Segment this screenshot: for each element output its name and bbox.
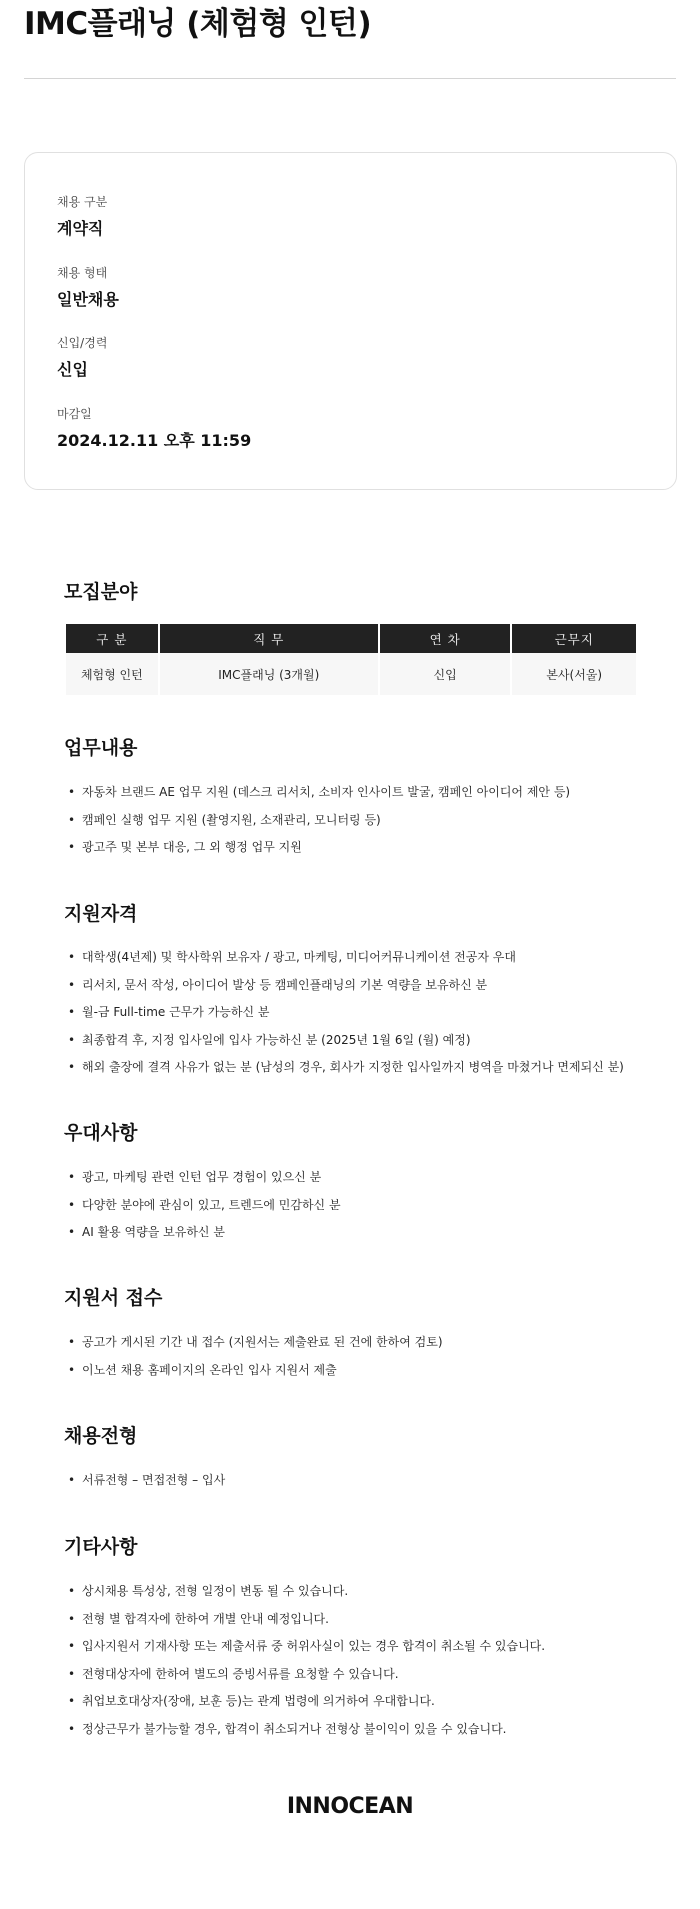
list-item: • 이노션 채용 홈페이지의 온라인 입사 지원서 제출 — [68, 1361, 668, 1389]
summary-career-level — [57, 335, 107, 380]
table-cell: IMC플래닝 (3개월) — [160, 653, 378, 695]
table-header-row — [66, 624, 636, 653]
summary-value: 계약직 — [57, 219, 104, 238]
list-item: • 정상근무가 불가능할 경우, 합격이 취소되거나 전형상 불이익이 있을 수 있습니다. — [68, 1720, 668, 1748]
list-item: • 캠페인 실행 업무 지원 (촬영지원, 소재관리, 모니터링 등) — [68, 811, 668, 839]
summary-label: 신입/경력 — [57, 336, 108, 350]
section-title-application: 지원서 접수 — [64, 1287, 163, 1309]
table-header-cell: 근무지 — [512, 624, 636, 653]
page-title: IMC플래닝 (체험형 인턴) — [24, 6, 372, 42]
table-cell: 신입 — [380, 653, 511, 695]
list-item: • 대학생(4년제) 및 학사학위 보유자 / 광고, 마케팅, 미디어커뮤니케이션 전공자 우대 — [68, 948, 668, 976]
summary-label: 마감일 — [57, 407, 92, 421]
list-item: • 전형대상자에 한하여 별도의 증빙서류를 요청할 수 있습니다. — [68, 1665, 668, 1693]
table-header-cell: 연 차 — [380, 624, 511, 653]
table-header-cell: 직 무 — [160, 624, 378, 653]
summary-value: 2024.12.11 오후 11:59 — [57, 431, 252, 450]
table-header-cell: 구 분 — [66, 624, 158, 653]
list-item: • 광고, 마케팅 관련 인턴 업무 경험이 있으신 분 — [68, 1168, 668, 1196]
duties-list — [68, 783, 668, 866]
qualifications-list — [68, 948, 668, 1086]
list-item: • 취업보호대상자(장애, 보훈 등)는 관계 법령에 의거하여 우대합니다. — [68, 1692, 668, 1720]
table-cell: 본사(서울) — [512, 653, 636, 695]
list-item: • 입사지원서 기재사항 또는 제출서류 중 허위사실이 있는 경우 합격이 취소될 수 있습니다. — [68, 1637, 668, 1665]
list-item: • 해외 출장에 결격 사유가 없는 분 (남성의 경우, 회사가 지정한 입사일까지 병역을 마쳤거나 면제되신 분) — [68, 1058, 668, 1086]
section-title-preferences: 우대사항 — [64, 1122, 138, 1144]
summary-hiring-form — [57, 265, 119, 310]
summary-employment-type — [57, 194, 107, 239]
summary-label: 채용 구분 — [57, 195, 108, 209]
section-title-process: 채용전형 — [64, 1425, 138, 1447]
list-item: • 광고주 및 본부 대응, 그 외 행정 업무 지원 — [68, 838, 668, 866]
summary-value: 신입 — [57, 360, 88, 379]
list-item: • 서류전형 – 면접전형 – 입사 — [68, 1471, 668, 1499]
list-item: • 리서치, 문서 작성, 아이디어 발상 등 캠페인플래닝의 기본 역량을 보유하신 분 — [68, 976, 668, 1004]
list-item: • 자동차 브랜드 AE 업무 지원 (데스크 리서치, 소비자 인사이트 발굴, 캠페인 아이디어 제안 등) — [68, 783, 668, 811]
section-title-qualifications: 지원자격 — [64, 903, 138, 925]
list-item: • 최종합격 후, 지정 입사일에 입사 가능하신 분 (2025년 1월 6일 (월) 예정) — [68, 1031, 668, 1059]
table-cell: 체험형 인턴 — [66, 653, 158, 695]
section-title-recruit-field: 모집분야 — [64, 581, 138, 603]
section-title-duties: 업무내용 — [64, 737, 138, 759]
summary-card — [24, 152, 677, 490]
summary-deadline — [57, 406, 251, 451]
list-item: • 전형 별 합격자에 한하여 개별 안내 예정입니다. — [68, 1610, 668, 1638]
list-item: • 월-금 Full-time 근무가 가능하신 분 — [68, 1003, 668, 1031]
application-list — [68, 1333, 668, 1388]
innocean-logo: INNOCEAN — [286, 1794, 414, 1819]
process-list — [68, 1471, 668, 1499]
list-item: • 공고가 게시된 기간 내 접수 (지원서는 제출완료 된 건에 한하여 검토) — [68, 1333, 668, 1361]
list-item: • AI 활용 역량을 보유하신 분 — [68, 1223, 668, 1251]
list-item: • 상시채용 특성상, 전형 일정이 변동 될 수 있습니다. — [68, 1582, 668, 1610]
list-item: • 다양한 분야에 관심이 있고, 트렌드에 민감하신 분 — [68, 1196, 668, 1224]
section-title-etc: 기타사항 — [64, 1536, 138, 1558]
etc-list — [68, 1582, 668, 1747]
summary-label: 채용 형태 — [57, 266, 108, 280]
recruit-field-table — [64, 624, 638, 695]
title-divider — [24, 78, 676, 79]
table-row — [66, 653, 636, 695]
preferences-list — [68, 1168, 668, 1251]
summary-value: 일반채용 — [57, 290, 119, 309]
